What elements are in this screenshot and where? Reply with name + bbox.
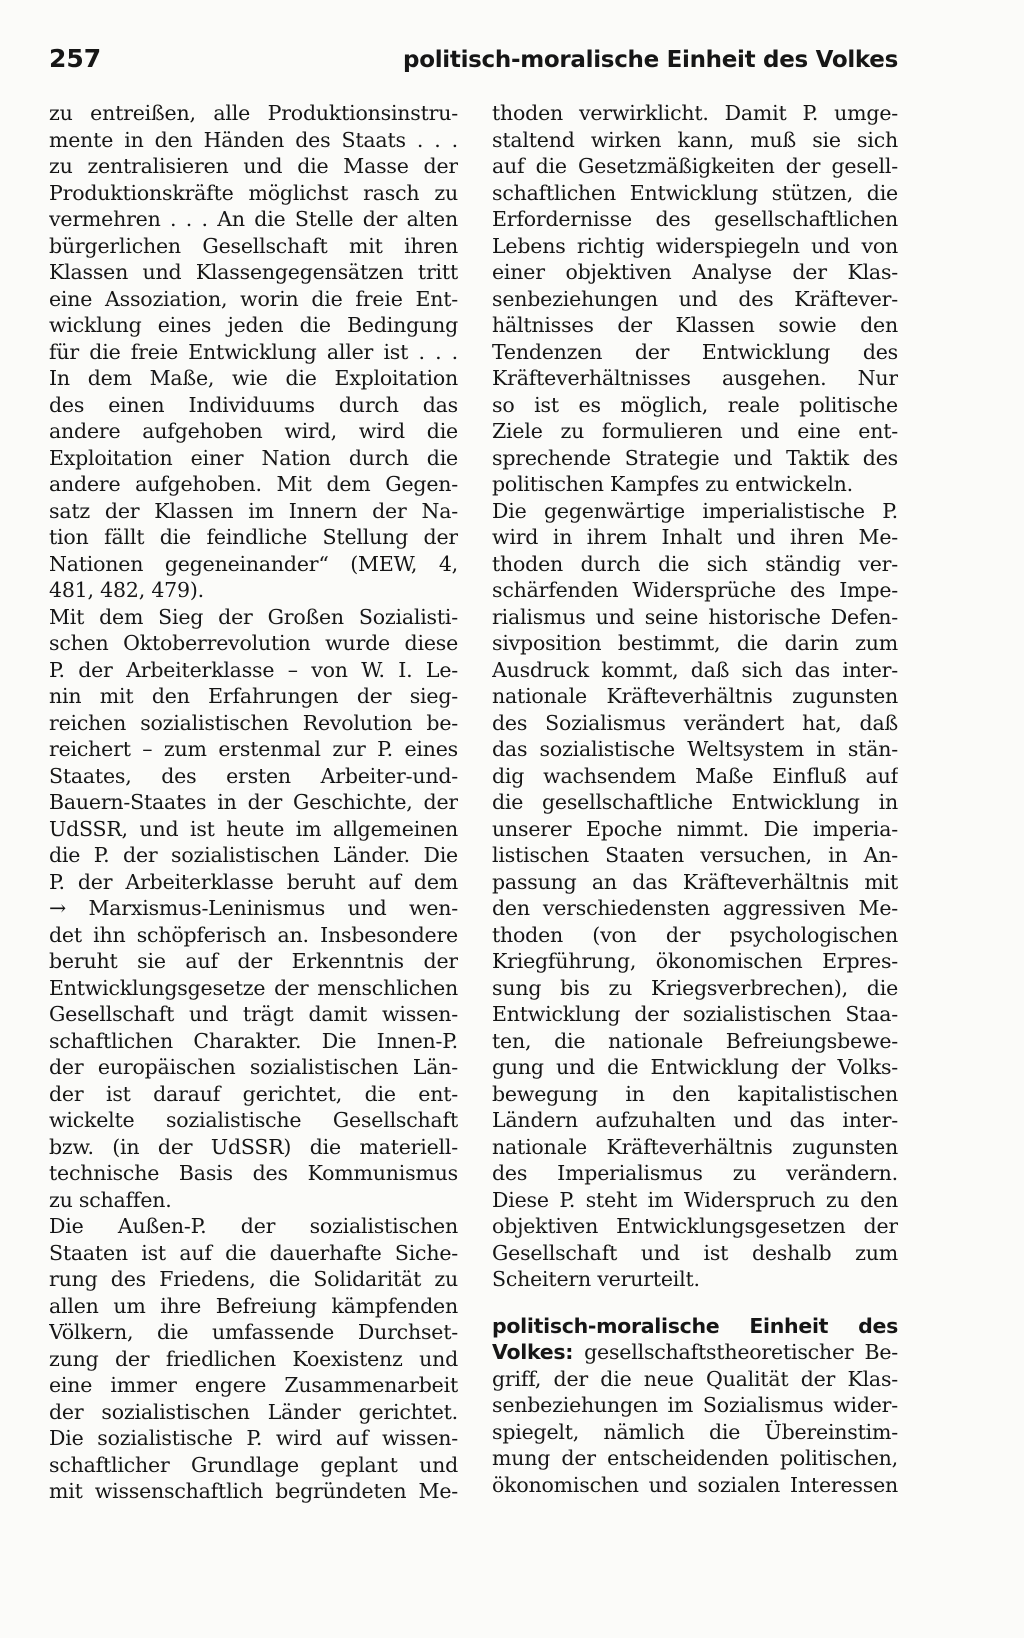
text-line: der ist darauf gerichtet, die ent- [49, 1081, 458, 1106]
text-line: rung des Friedens, die Solidarität zu [49, 1267, 458, 1291]
text-line: vermehren . . . An die Stelle der alten [49, 207, 458, 231]
text-line: zu entreißen, alle Produktionsinstru- [49, 101, 458, 125]
text-line: sprechende Strategie und Taktik des [492, 445, 898, 470]
text-line: mung der entscheidenden politischen, [492, 1446, 898, 1470]
text-line: satz der Klassen im Innern der Na- [49, 498, 458, 523]
running-head: politisch-moralische Einheit des Volkes [403, 47, 898, 73]
text-line: Diese P. steht im Widerspruch zu den [492, 1187, 898, 1212]
text-line: den verschiedensten aggressiven Me- [492, 896, 898, 920]
text-line: des Imperialismus zu verändern. [492, 1161, 898, 1185]
text-line: passung an das Kräfteverhältnis mit [492, 869, 898, 894]
text-line: reichert – zum erstenmal zur P. eines [49, 737, 458, 761]
text-line: zung der friedlichen Koexistenz und [49, 1346, 458, 1371]
text-line: so ist es möglich, reale politische [492, 392, 898, 417]
text-line: thoden verwirklicht. Damit P. umge- [492, 101, 898, 125]
text-line: politischen Kampfes zu entwickeln. [492, 472, 853, 496]
text-line: In dem Maße, wie die Exploitation [49, 366, 458, 390]
text-line: sung bis zu Kriegsverbrechen), die [492, 975, 898, 1000]
text-line: griff, der die neue Qualität der Klas- [492, 1366, 898, 1391]
text-line: Erfordernisse des gesellschaftlichen [492, 207, 898, 231]
right-column [492, 100, 898, 1498]
text-line: mit wissenschaftlich begründeten Me- [49, 1479, 458, 1503]
text-line: reichen sozialistischen Revolution be- [49, 710, 458, 735]
text-line: andere aufgehoben. Mit dem Gegen- [49, 472, 458, 496]
text-line: → Marxismus-Leninismus und wen- [49, 896, 458, 920]
left-column [49, 100, 458, 1505]
text-line: Kräfteverhältnisses ausgehen. Nur [492, 366, 898, 390]
text-line: Lebens richtig widerspiegeln und von [492, 233, 898, 258]
page-number: 257 [49, 44, 102, 73]
text-line: Exploitation einer Nation durch die [49, 445, 458, 470]
text-line: allen um ihre Befreiung kämpfenden [49, 1293, 458, 1318]
text-line: Produktionskräfte möglichst rasch zu [49, 180, 458, 205]
text-line: Kriegführung, ökonomischen Erpres- [492, 949, 898, 973]
text-line: sivposition bestimmt, die darin zum [492, 631, 898, 655]
text-line: listischen Staaten versuchen, in An- [492, 843, 898, 867]
text-line: thoden (von der psychologischen [492, 922, 898, 947]
text-line: senbeziehungen und des Kräftever- [492, 286, 898, 311]
text-line: schaftlicher Grundlage geplant und [49, 1452, 458, 1477]
text-line: Ländern aufzuhalten und das inter- [492, 1108, 898, 1132]
text-line: Entwicklung der sozialistischen Staa- [492, 1002, 898, 1026]
text-line: Nationen gegeneinander“ (MEW, 4, [49, 551, 458, 576]
text-line: mente in den Händen des Staats . . . [49, 127, 458, 152]
text-line: Ziele zu formulieren und eine ent- [492, 419, 898, 443]
text-line: bzw. (in der UdSSR) die materiell- [49, 1134, 458, 1159]
dictionary-entry [492, 1313, 898, 1499]
text-line: tion fällt die feindliche Stellung der [49, 525, 458, 549]
text-line: der sozialistischen Länder gerichtet. [49, 1399, 458, 1424]
text-line: 481, 482, 479). [49, 578, 204, 602]
text-line: bewegung in den kapitalistischen [492, 1081, 898, 1106]
text-line: des einen Individuums durch das [49, 392, 458, 417]
text-line: objektiven Entwicklungsgesetzen der [492, 1214, 898, 1238]
entry-headword-line [492, 1313, 898, 1340]
text-line: zu schaffen. [49, 1187, 172, 1212]
text-line: Bauern-Staates in der Geschichte, der [49, 790, 458, 814]
text-line: für die freie Entwicklung aller ist . . . [49, 339, 458, 364]
text-line: die gesellschaftliche Entwicklung in [492, 790, 898, 814]
text-line: eine immer engere Zusammenarbeit [49, 1373, 458, 1397]
entry-definition-line [492, 1339, 898, 1366]
text-line: schärfenden Widersprüche des Impe- [492, 578, 898, 602]
text-line: schaftlichen Charakter. Die Innen-P. [49, 1028, 458, 1053]
text-line: wicklung eines jeden die Bedingung [49, 313, 458, 337]
text-line: Staaten ist auf die dauerhafte Siche- [49, 1240, 458, 1265]
text-line: beruht sie auf der Erkenntnis der [49, 949, 458, 973]
text-line: unserer Epoche nimmt. Die imperia- [492, 816, 898, 841]
text-line: Gesellschaft und ist deshalb zum [492, 1240, 898, 1265]
entry-headword: politisch-moralische Einheit des [492, 1313, 898, 1338]
text-line: Scheitern verurteilt. [492, 1267, 700, 1291]
text-line: Die Außen-P. der sozialistischen [49, 1214, 458, 1238]
text-line: einer objektiven Analyse der Klas- [492, 260, 898, 284]
text-line: des Sozialismus verändert hat, daß [492, 710, 898, 735]
text-line: nationale Kräfteverhältnis zugunsten [492, 684, 898, 708]
text-line: Die sozialistische P. wird auf wissen- [49, 1426, 458, 1450]
text-line: ökonomischen und sozialen Interessen [492, 1472, 898, 1497]
text-line: Gesellschaft und trägt damit wissen- [49, 1002, 458, 1026]
text-line: thoden durch die sich ständig ver- [492, 551, 898, 576]
text-line: eine Assoziation, worin die freie Ent- [49, 286, 458, 311]
text-line: auf die Gesetzmäßigkeiten der gesell- [492, 154, 898, 178]
text-line: det ihn schöpferisch an. Insbesondere [49, 922, 458, 947]
entry-headword-continued: Volkes: [492, 1340, 574, 1364]
text-line: zu zentralisieren und die Masse der [49, 154, 458, 178]
text-line: der europäischen sozialistischen Län- [49, 1055, 458, 1079]
entry-definition [492, 1366, 898, 1499]
text-line: Ausdruck kommt, daß sich das inter- [492, 657, 898, 682]
page-header [49, 44, 898, 73]
text-line: Völkern, die umfassende Durchset- [49, 1320, 458, 1344]
text-line: Tendenzen der Entwicklung des [492, 339, 898, 364]
text-line: Entwicklungsgesetze der menschlichen [49, 975, 458, 1000]
text-line: wird in ihrem Inhalt und ihren Me- [492, 525, 898, 549]
text-line: ten, die nationale Befreiungsbewe- [492, 1028, 898, 1053]
text-line: Mit dem Sieg der Großen Sozialisti- [49, 604, 458, 629]
text-line: nin mit den Erfahrungen der sieg- [49, 684, 458, 708]
text-line: die P. der sozialistischen Länder. Die [49, 843, 458, 867]
text-line: wickelte sozialistische Gesellschaft [49, 1108, 458, 1132]
text-line: Klassen und Klassengegensätzen tritt [49, 260, 458, 284]
text-line: schaftlichen Entwicklung stützen, die [492, 180, 898, 205]
text-line: spiegelt, nämlich die Übereinstim- [492, 1419, 898, 1444]
text-line: bürgerlichen Gesellschaft mit ihren [49, 233, 458, 258]
text-line: nationale Kräfteverhältnis zugunsten [492, 1134, 898, 1159]
entry-separator [492, 1293, 898, 1313]
text-line: gung und die Entwicklung der Volks- [492, 1055, 898, 1079]
text-line: staltend wirken kann, muß sie sich [492, 127, 898, 152]
text-line: dig wachsendem Maße Einfluß auf [492, 763, 898, 788]
text-line: schen Oktoberrevolution wurde diese [49, 631, 458, 655]
text-line: senbeziehungen im Sozialismus wider- [492, 1393, 898, 1417]
right-column-body [492, 100, 898, 1293]
text-line: P. der Arbeiterklasse – von W. I. Le- [49, 657, 458, 682]
text-line: Staates, des ersten Arbeiter-und- [49, 763, 458, 788]
text-line: Die gegenwärtige imperialistische P. [492, 498, 898, 523]
text-line: rialismus und seine historische Defen- [492, 604, 898, 629]
text-line: P. der Arbeiterklasse beruht auf dem [49, 869, 458, 894]
text-line: andere aufgehoben wird, wird die [49, 419, 458, 443]
text-line: hältnisses der Klassen sowie den [492, 313, 898, 337]
text-line: UdSSR, und ist heute im allgemeinen [49, 816, 458, 841]
text-line: das sozialistische Weltsystem in stän- [492, 737, 898, 761]
text-line: technische Basis des Kommunismus [49, 1161, 458, 1185]
entry-definition-start: gesellschaftstheoretischer Be- [573, 1340, 898, 1364]
